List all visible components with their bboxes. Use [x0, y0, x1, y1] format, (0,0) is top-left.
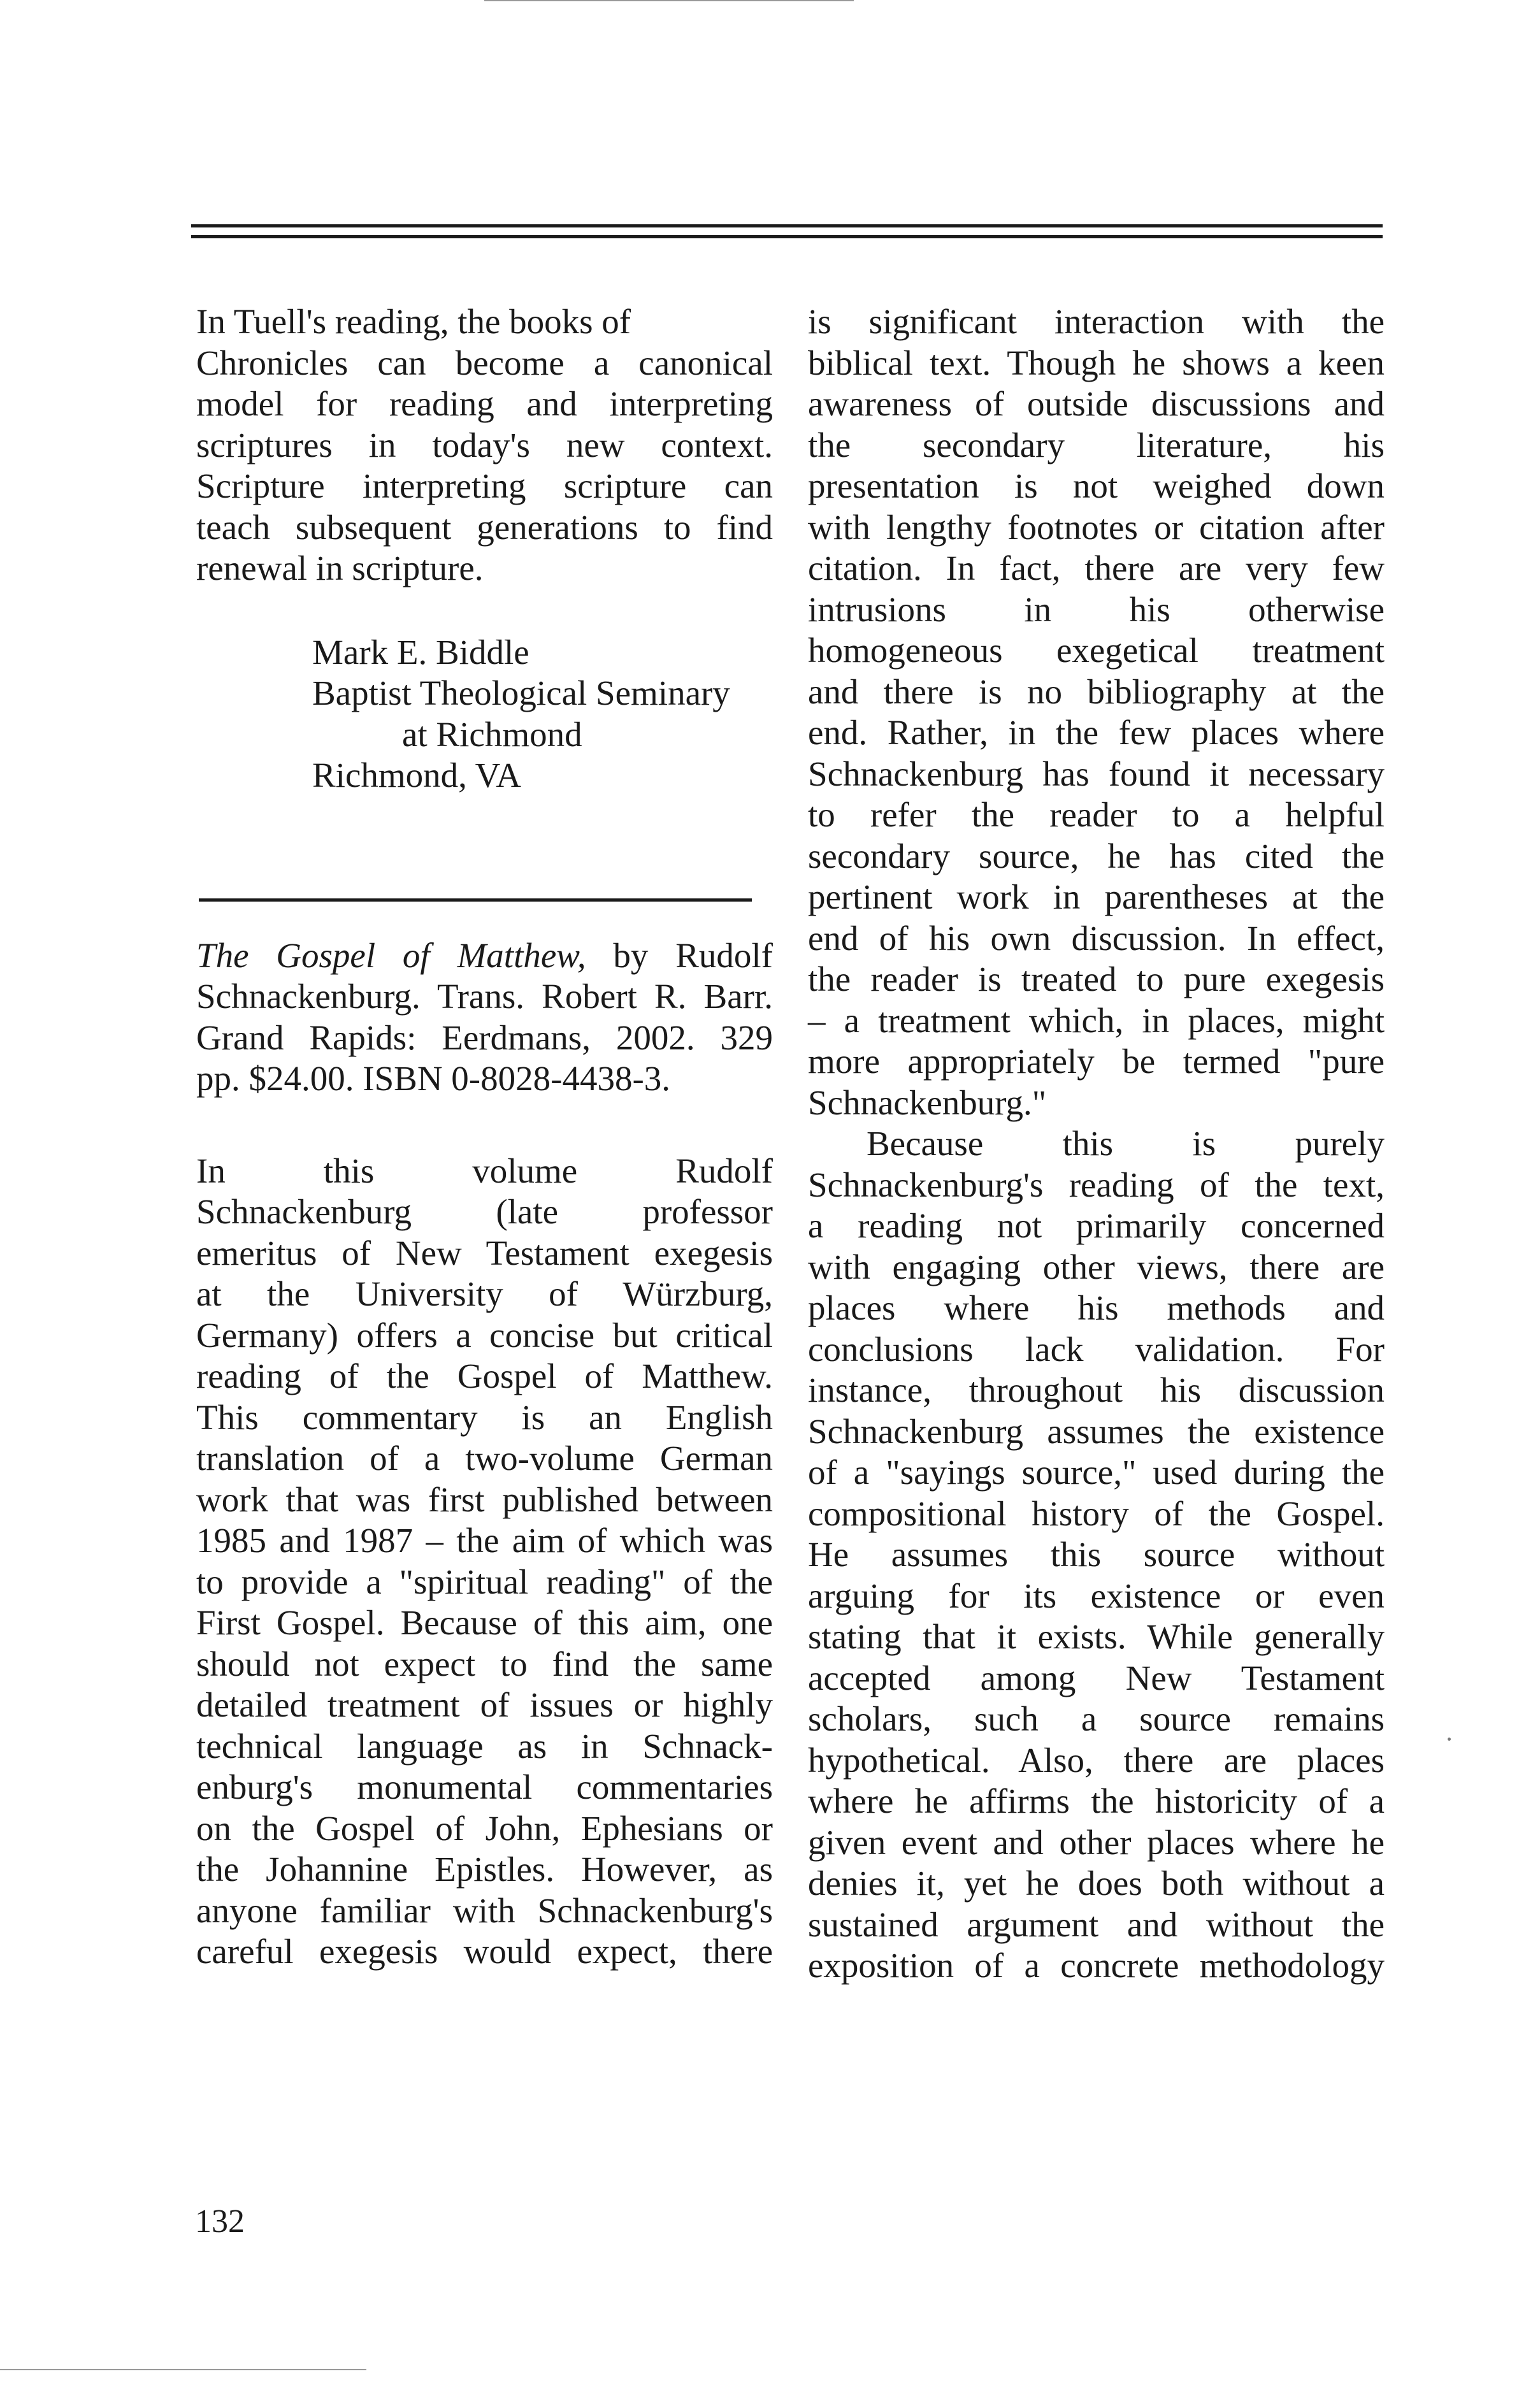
text-line: presentation is not weighed down	[808, 466, 1385, 505]
tuell-paragraph	[196, 301, 773, 589]
text-line: model for reading and interpreting	[196, 384, 773, 423]
text-line: Germany) offers a concise but critical	[196, 1315, 773, 1355]
text-line: In Tuell's reading, the books of	[196, 302, 631, 341]
citation-line	[196, 935, 773, 977]
text-line: awareness of outside discussions and	[808, 384, 1385, 423]
text-line: Schnackenburg's reading of the text,	[808, 1165, 1385, 1204]
text-line: instance, throughout his discussion	[808, 1371, 1385, 1409]
text-line: is significant interaction with the	[808, 302, 1385, 341]
text-line: reading of the Gospel of Matthew.	[196, 1357, 773, 1395]
text-line: of a "sayings source," used during the	[808, 1453, 1385, 1492]
text-line: with engaging other views, there are	[808, 1247, 1385, 1286]
review-paragraph	[196, 1151, 773, 1973]
text-line: conclusions lack validation. For	[808, 1329, 1385, 1369]
right-column	[808, 301, 1385, 1987]
citation-author: by Rudolf	[586, 935, 773, 975]
text-line: end of his own discussion. In effect,	[808, 918, 1385, 958]
text-line: Scripture interpreting scripture can	[196, 466, 773, 505]
citation-line: pp. $24.00. ISBN 0-8028-4438-3.	[196, 1059, 671, 1098]
reviewer-name: Mark E. Biddle	[312, 632, 529, 672]
scan-speck	[1448, 1738, 1451, 1741]
text-line: denies it, yet he does both without a	[808, 1864, 1385, 1903]
text-line: a reading not primarily concerned	[808, 1206, 1385, 1245]
text-line: This commentary is an English	[196, 1397, 773, 1437]
text-line: emeritus of New Testament exegesis	[196, 1233, 773, 1272]
text-line: arguing for its existence or even	[808, 1576, 1385, 1615]
reviewer-institution: Baptist Theological Seminary	[312, 673, 730, 712]
text-line: scholars, such a source remains	[808, 1699, 1385, 1738]
text-line: places where his methods and	[808, 1288, 1385, 1327]
text-line: sustained argument and without the	[808, 1904, 1385, 1944]
text-line: with lengthy footnotes or citation after	[808, 507, 1385, 547]
text-line: at the University of Würzburg,	[196, 1274, 773, 1313]
text-line: stating that it exists. While generally	[808, 1617, 1385, 1656]
reviewer-signature	[196, 632, 773, 796]
text-line: hypothetical. Also, there are places	[808, 1740, 1385, 1780]
text-line: intrusions in his otherwise	[808, 589, 1385, 629]
page-number: 132	[195, 2203, 245, 2240]
text-line: to provide a "spiritual reading" of the	[196, 1562, 773, 1601]
text-line: accepted among New Testament	[808, 1658, 1385, 1697]
text-line: homogeneous exegetical treatment	[808, 631, 1385, 670]
citation-line: Schnackenburg. Trans. Robert R. Barr.	[196, 977, 773, 1016]
text-line: First Gospel. Because of this aim, one	[196, 1603, 773, 1642]
text-line: Chronicles can become a canonical	[196, 343, 773, 382]
text-line: detailed treatment of issues or highly	[196, 1685, 773, 1724]
text-line: should not expect to find the same	[196, 1644, 773, 1683]
text-line: anyone familiar with Schnackenburg's	[196, 1890, 773, 1930]
text-line: renewal in scripture.	[196, 549, 484, 587]
text-line: Because this is purely	[867, 1124, 1385, 1163]
text-line: and there is no bibliography at the	[808, 672, 1385, 711]
text-line: more appropriately be termed "pure	[808, 1042, 1385, 1081]
text-line: given event and other places where he	[808, 1822, 1385, 1862]
text-line: enburg's monumental commentaries	[196, 1767, 773, 1806]
text-line: In this volume Rudolf	[196, 1151, 773, 1190]
text-line: Schnackenburg has found it necessary	[808, 754, 1385, 793]
text-line: Schnackenburg assumes the existence	[808, 1411, 1385, 1451]
scan-edge-top	[484, 0, 854, 1]
text-line: the reader is treated to pure exegesis	[808, 960, 1385, 998]
text-line: compositional history of the Gospel.	[808, 1494, 1385, 1533]
text-line: the Johannine Epistles. However, as	[196, 1850, 773, 1889]
left-column	[196, 301, 773, 1973]
text-line: secondary source, he has cited the	[808, 836, 1385, 875]
text-line: careful exegesis would expect, there	[196, 1932, 773, 1971]
second-paragraph	[808, 1123, 1385, 1987]
text-line: translation of a two-volume German	[196, 1439, 773, 1478]
reviewer-city: Richmond, VA	[312, 756, 522, 795]
scan-edge-bottom	[0, 2369, 366, 2370]
text-line: pertinent work in parentheses at the	[808, 877, 1385, 916]
continuation-paragraph	[808, 301, 1385, 1123]
text-line: citation. In fact, there are very few	[808, 549, 1385, 587]
text-line: technical language as in Schnack-	[196, 1726, 773, 1766]
header-rule-lower	[191, 235, 1383, 238]
text-line: the secondary literature, his	[808, 425, 1385, 464]
text-line: exposition of a concrete methodology	[808, 1946, 1385, 1985]
text-line: end. Rather, in the few places where	[808, 713, 1385, 752]
header-rule-upper	[191, 224, 1383, 227]
book-citation	[196, 935, 773, 1100]
text-line: scriptures in today's new context.	[196, 425, 773, 464]
text-line: 1985 and 1987 – the aim of which was	[196, 1521, 773, 1560]
citation-line: Grand Rapids: Eerdmans, 2002. 329	[196, 1018, 773, 1057]
text-line: Schnackenburg."	[808, 1083, 1047, 1122]
text-line: biblical text. Though he shows a keen	[808, 343, 1385, 382]
book-title: The Gospel of Matthew,	[196, 935, 586, 975]
text-line: teach subsequent generations to find	[196, 507, 773, 547]
reviewer-location: at Richmond	[402, 714, 582, 754]
text-line: where he affirms the historicity of a	[808, 1782, 1385, 1820]
text-line: He assumes this source without	[808, 1535, 1385, 1574]
text-line: to refer the reader to a helpful	[808, 795, 1385, 834]
text-line: – a treatment which, in places, might	[808, 1000, 1385, 1040]
text-line: on the Gospel of John, Ephesians or	[196, 1808, 773, 1848]
text-line: Schnackenburg (late professor	[196, 1192, 773, 1231]
text-line: work that was first published between	[196, 1479, 773, 1519]
